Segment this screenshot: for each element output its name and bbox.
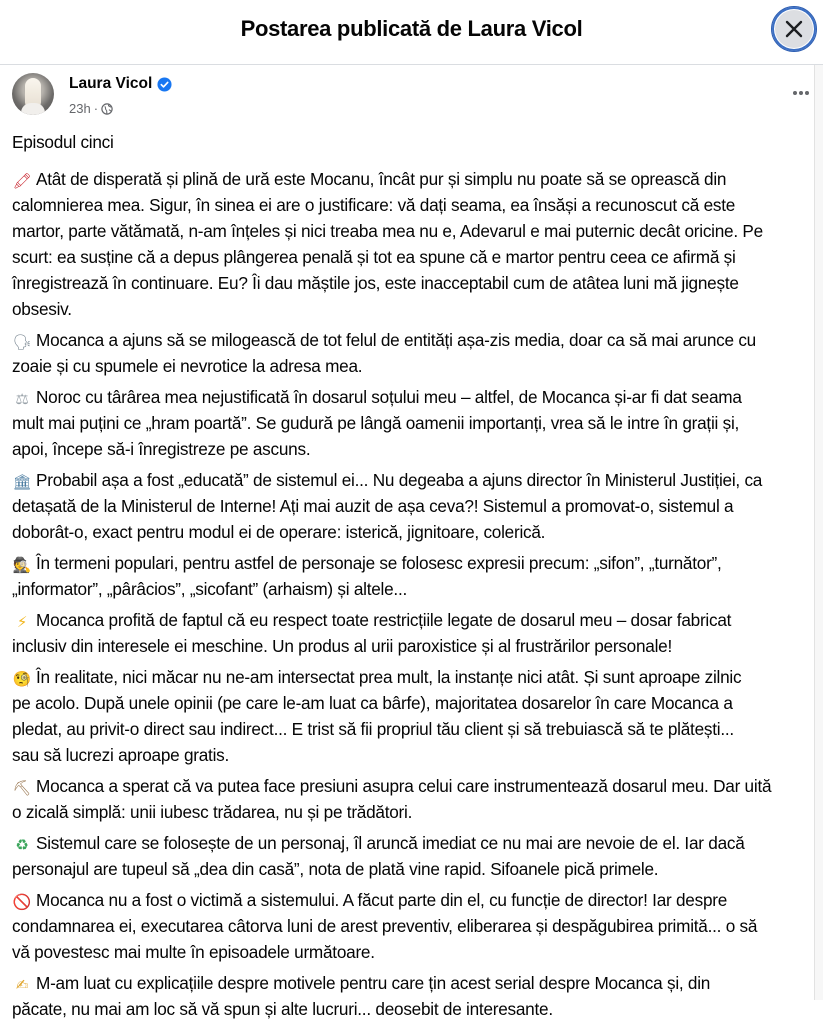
recycle-icon: ♻ [15, 836, 29, 854]
paragraph-line [12, 384, 812, 410]
author-row [69, 75, 172, 93]
paragraph-line [12, 607, 812, 633]
line-text: păcate, nu mai am loc să vă spun și alte lucruri... deosebit de interesante. [12, 999, 553, 1019]
line-text: Atât de disperată și plină de ură este Mocanu, încât pur și simplu nu poate să se oprească din [36, 169, 727, 189]
dialog-title: Postarea publicată de Laura Vicol [240, 16, 583, 41]
line-text: condamnarea ei, executarea câtorva luni de arest preventiv, eliberarea și despăgubirea primită... o să [12, 916, 758, 936]
line-text: Mocanca a sperat că va putea face presiuni asupra celui care instrumentează dosarul meu. Dar uită [36, 776, 772, 796]
post-paragraph [12, 467, 812, 545]
line-text: pledat, au privit-o direct sau indirect... E trist să fii propriul tău client și să trebuiască să te plătești... [12, 719, 734, 739]
post-paragraphs [12, 166, 812, 1022]
paragraph-line [12, 913, 812, 939]
paragraph-line [12, 939, 812, 965]
paragraph-line [12, 244, 812, 270]
paragraph-line [12, 270, 812, 296]
post-paragraph [12, 664, 812, 768]
line-text: Noroc cu târârea mea nejustificată în dosarul soțului meu – altfel, de Mocanca și-ar fi dat seama [36, 387, 742, 407]
line-text: Mocanca nu a fost o victimă a sistemului. A făcut parte din el, cu funcție de director! Iar despre [36, 890, 728, 910]
paragraph-line [12, 773, 812, 799]
post-paragraph [12, 550, 812, 602]
paragraph-line [12, 410, 812, 436]
line-text: „informator”, „pârâcios”, „sicofant” (arhaism) și altele... [12, 579, 407, 599]
line-text: înregistrează în continuare. Eu? Îi dau măștile jos, este inacceptabil cum de atâtea luni mă jignește [12, 273, 739, 293]
detective-icon: 🕵 [12, 556, 32, 574]
line-text: pe acolo. După unele opinii (pe care le-am luat ca bârfe), majoritatea dosarelor în care Mocanca a [12, 693, 733, 713]
speaking-head-icon: 🗣 [12, 333, 32, 351]
line-text: În realitate, nici măcar nu ne-am intersectat prea mult, la instanțe nici atât. Și sunt aproape zilnic [36, 667, 742, 687]
paragraph-line [12, 550, 812, 576]
line-text: martor, parte vătămată, n-am înțeles și nici treaba mea nu e, Adevarul e mai puternic decât oricine. Pe [12, 221, 763, 241]
more-options-icon [793, 91, 797, 95]
line-text: M-am luat cu explicațiile despre motivele pentru care țin acest serial despre Mocanca și, din [36, 973, 711, 993]
red-crayon-icon: 🖍 [12, 172, 32, 190]
paragraph-line [12, 327, 812, 353]
post-paragraph [12, 970, 812, 1022]
line-text: o zicală simplă: unii iubesc trădarea, nu și pe trădători. [12, 802, 413, 822]
paragraph-line [12, 830, 812, 856]
pick-icon: ⛏ [12, 779, 32, 797]
line-text: sau să lucrezi aproape gratis. [12, 745, 230, 765]
dialog-header [0, 0, 823, 65]
paragraph-line [12, 856, 812, 882]
post-paragraph [12, 607, 812, 659]
line-text: calomnierea mea. Sigur, în sinea ei are o justificare: vă dați seama, ea însăși a recunoscut că este [12, 195, 736, 215]
line-text: În termeni populari, pentru astfel de personaje se folosesc expresii precum: „sifon”, „turnător”, [36, 553, 722, 573]
post-paragraph [12, 327, 812, 379]
post-body [12, 129, 812, 1027]
author-name[interactable]: Laura Vicol [69, 75, 153, 92]
paragraph-line [12, 664, 812, 690]
writing-hand-icon: ✍ [15, 976, 29, 994]
line-text: Sistemul care se folosește de un personaj, îl aruncă imediat ce nu mai are nevoie de el. Iar dacă [36, 833, 745, 853]
paragraph-line [12, 218, 812, 244]
close-icon [784, 19, 804, 39]
globe-icon [101, 103, 113, 115]
line-text: Mocanca a ajuns să se milogească de tot felul de entități așa-zis media, doar ca să mai arunce cu [36, 330, 756, 350]
paragraph-line [12, 742, 812, 768]
avatar[interactable] [12, 73, 54, 115]
paragraph-line [12, 970, 812, 996]
line-text: Probabil așa a fost „educată” de sistemul ei... Nu degeaba a ajuns director în Ministerul Justiției, ca [36, 470, 763, 490]
paragraph-line [12, 436, 812, 462]
line-text: obsesiv. [12, 299, 72, 319]
lightning-icon: ⚡ [16, 613, 28, 631]
post-paragraph [12, 887, 812, 965]
post-paragraph [12, 166, 812, 322]
line-text: vă povestesc mai multe în episoadele următoare. [12, 942, 375, 962]
scrollbar[interactable] [814, 65, 823, 1000]
paragraph-line [12, 353, 812, 379]
line-text: personajul are tupeul să „dea din casă”, nota de plată vine rapid. Sifoanele pică primele. [12, 859, 659, 879]
paragraph-line [12, 716, 812, 742]
post-meta [69, 101, 113, 116]
paragraph-line [12, 467, 812, 493]
post-card [0, 65, 823, 1019]
paragraph-line [12, 192, 812, 218]
line-text: Mocanca profită de faptul că eu respect toate restricțiile legate de dosarul meu – dosar fabricat [36, 610, 732, 630]
paragraph-line [12, 576, 812, 602]
line-text: detașată de la Ministerul de Interne! Ați mai auzit de așa ceva?! Sistemul a promovat-o, sistemul a [12, 496, 734, 516]
line-text: apoi, începe să-i înregistreze pe ascuns. [12, 439, 311, 459]
post-timestamp[interactable]: 23h [69, 101, 91, 116]
paragraph-line [12, 493, 812, 519]
monocle-face-icon: 🧐 [12, 670, 32, 688]
paragraph-line [12, 519, 812, 545]
line-text: zoaie și cu spumele ei nevrotice la adresa mea. [12, 356, 363, 376]
meta-separator: · [93, 101, 99, 116]
balance-scale-icon: ⚖ [15, 390, 29, 408]
paragraph-line [12, 887, 812, 913]
line-text: mult mai puțini ce „hram poartă”. Se gudură pe lângă oamenii importanți, vrea să le intre în grații și, [12, 413, 740, 433]
close-button[interactable] [771, 6, 817, 52]
paragraph-line [12, 690, 812, 716]
classical-building-icon: 🏛 [12, 473, 32, 491]
verified-badge-icon [157, 77, 172, 92]
line-text: inclusiv din interesele ei meschine. Un produs al urii paroxistice și al frustrărilor personale! [12, 636, 672, 656]
line-text: scurt: ea susține că a depus plângerea penală și tot ea spune că e martor pentru ceea ce afirmă și [12, 247, 736, 267]
paragraph-line [12, 296, 812, 322]
paragraph-line [12, 799, 812, 825]
post-paragraph [12, 384, 812, 462]
avatar-body [21, 103, 45, 115]
post-paragraph [12, 773, 812, 825]
paragraph-line [12, 166, 812, 192]
paragraph-line [12, 633, 812, 659]
more-options-button[interactable] [788, 83, 814, 103]
post-paragraph [12, 830, 812, 882]
no-entry-icon: 🚫 [12, 893, 32, 911]
line-text: doborât-o, exact pentru modul ei de operare: isterică, jignitoare, colerică. [12, 522, 546, 542]
post-heading: Episodul cinci [12, 132, 114, 152]
